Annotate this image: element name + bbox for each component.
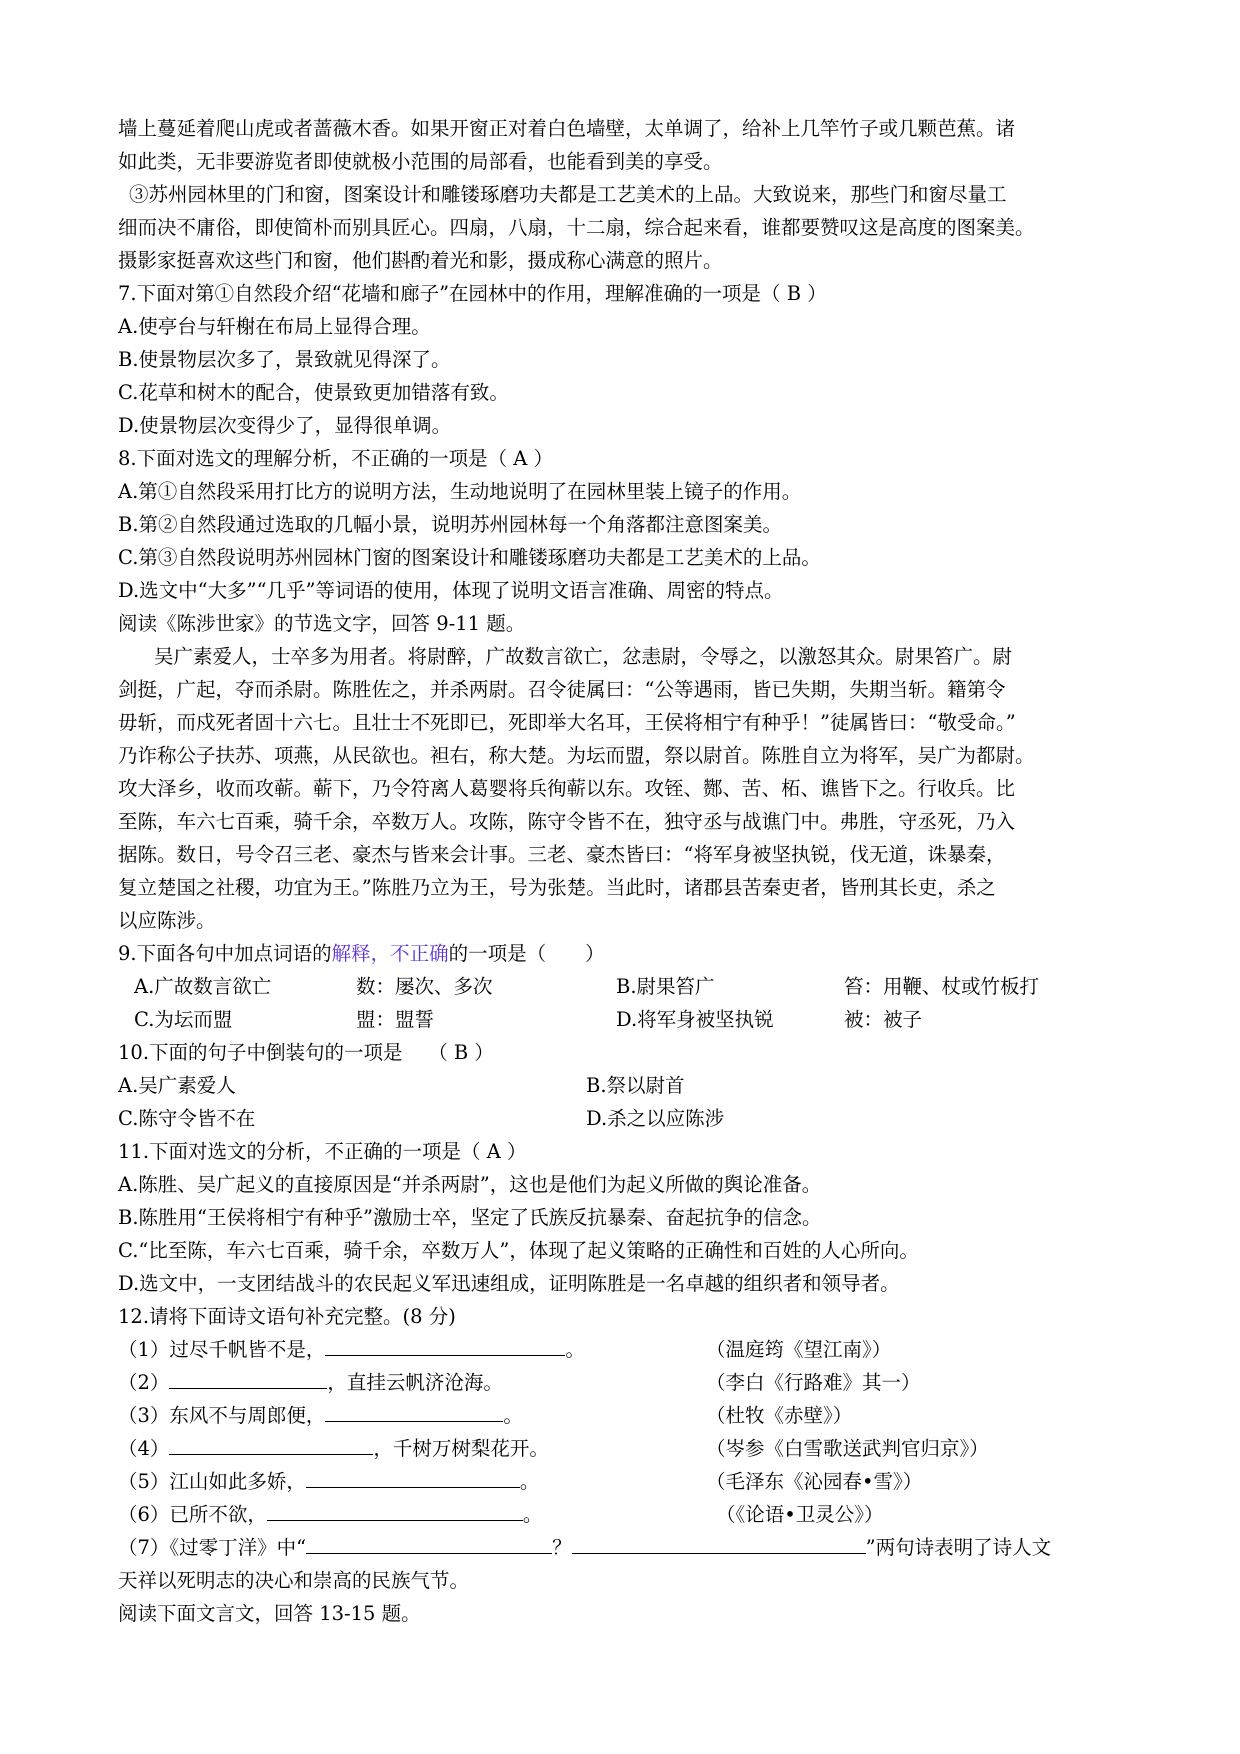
classical-text-line: 复立楚国之社稷，功宜为王。”陈胜乃立为王，号为张楚。当此时，诸郡县苦秦吏者，皆刑其长吏，杀之	[118, 876, 996, 899]
q9-stem-pre: 9.下面各句中加点词语的	[118, 942, 332, 965]
poetry-fill-item-2	[118, 1366, 1128, 1399]
question-8-option-d: D.选文中“大多”“几乎”等词语的使用，体现了说明文语言准确、周密的特点。	[118, 579, 784, 602]
poetry-fill-item-6	[118, 1498, 1128, 1531]
fill-prefix: （4）	[118, 1437, 170, 1460]
answer-blank[interactable]	[169, 1432, 373, 1455]
fill-suffix: ，直挂云帆济沧海。	[327, 1371, 503, 1394]
q9-comma: ，	[370, 942, 391, 965]
fill-suffix: 。	[522, 1503, 543, 1526]
fill-prefix: （7）《过零丁洋》中“	[118, 1536, 307, 1559]
fill-prefix: （2）	[118, 1371, 170, 1394]
question-7-option-a: A.使亭台与轩榭在布局上显得合理。	[118, 315, 431, 338]
q9-option-d-explanation: 被：被子	[844, 1008, 923, 1031]
q9-keyword-incorrect: 不正确	[390, 942, 449, 965]
question-9-stem	[118, 937, 1128, 970]
classical-text-line: 据陈。数日，号令召三老、豪杰与皆来会计事。三老、豪杰皆曰：“将军身被坚执锐，伐无道，诛暴秦，	[118, 843, 1006, 866]
classical-text-line: 乃诈称公子扶苏、项燕，从民欲也。袒右，称大楚。为坛而盟，祭以尉首。陈胜自立为将军，吴广为都尉。	[118, 744, 1035, 767]
q9-option-c: C.为坛而盟	[134, 1008, 233, 1031]
fill-suffix: ”两句诗表明了诗人文	[865, 1536, 1052, 1559]
poetry-fill-item-3	[118, 1399, 1128, 1432]
q9-option-a: A.广故数言欲亡	[134, 975, 272, 998]
poetry-fill-item-4	[118, 1432, 1128, 1465]
q9-option-b: B.尉果笞广	[616, 975, 715, 998]
poetry-fill-item-7	[118, 1531, 1128, 1564]
fill-question-mark: ？	[552, 1536, 572, 1559]
q9-option-b-explanation: 笞：用鞭、杖或竹板打	[844, 975, 1040, 998]
passage-line: 如此类，无非要游览者即使就极小范围的局部看，也能看到美的享受。	[118, 150, 723, 173]
poetry-fill-item-5	[118, 1465, 1128, 1498]
poetry-fill-item-7-continued: 天祥以死明志的决心和崇高的民族气节。	[118, 1569, 470, 1592]
classical-text-line: 毋斩，而戍死者固十六七。且壮士不死即已，死即举大名耳，王侯将相宁有种乎！”徒属皆曰：“敬受命。”	[118, 711, 1016, 734]
q10-option-a: A.吴广素爱人	[118, 1074, 236, 1097]
question-8-option-b: B.第②自然段通过选取的几幅小景，说明苏州园林每一个角落都注意图案美。	[118, 513, 783, 536]
passage-line: 摄影家挺喜欢这些门和窗，他们斟酌着光和影，摄成称心满意的照片。	[118, 249, 723, 272]
question-7-option-d: D.使景物层次变得少了，显得很单调。	[118, 414, 452, 437]
q10-option-d: D.杀之以应陈涉	[586, 1107, 725, 1130]
poetry-fill-item-1	[118, 1333, 1128, 1366]
question-9-options-row-2	[118, 1003, 1128, 1036]
classical-text-line: 剑挺，广起，夺而杀尉。陈胜佐之，并杀两尉。召令徒属曰：“公等遇雨，皆已失期，失期当斩。籍第令	[118, 678, 1006, 701]
answer-blank[interactable]	[306, 1465, 520, 1488]
fill-suffix: 。	[565, 1338, 585, 1361]
answer-blank[interactable]	[325, 1333, 565, 1356]
fill-suffix: ，千树万树梨花开。	[373, 1437, 549, 1460]
question-8-stem: 8.下面对选文的理解分析，不正确的一项是（ A ）	[118, 447, 554, 470]
question-7-option-c: C.花草和树木的配合，使景致更加错落有致。	[118, 381, 509, 404]
question-11-option-d: D.选文中，一支团结战斗的农民起义军迅速组成，证明陈胜是一名卓越的组织者和领导者。	[118, 1272, 900, 1295]
q9-option-a-explanation: 数：屡次、多次	[356, 975, 493, 998]
question-10-stem: 10.下面的句子中倒装句的一项是 （ B ）	[118, 1041, 494, 1064]
q10-option-b: B.祭以尉首	[586, 1074, 685, 1097]
q10-option-c: C.陈守令皆不在	[118, 1107, 256, 1130]
answer-blank[interactable]	[169, 1366, 327, 1389]
classical-text-line: 至陈，车六七百乘，骑千余，卒数万人。攻陈，陈守令皆不在，独守丞与战谯门中。弗胜，守丞死，乃入	[118, 810, 1016, 833]
question-8-option-a: A.第①自然段采用打比方的说明方法，生动地说明了在园林里装上镜子的作用。	[118, 480, 802, 503]
fill-suffix: 。	[519, 1470, 540, 1493]
question-11-option-a: A.陈胜、吴广起义的直接原因是“并杀两尉”，这也是他们为起义所做的舆论准备。	[118, 1173, 822, 1196]
question-11-option-b: B.陈胜用“王侯将相宁有种乎”激励士卒，坚定了氏族反抗暴秦、奋起抗争的信念。	[118, 1206, 822, 1229]
passage-paragraph-3: ③苏州园林里的门和窗，图案设计和雕镂琢磨功夫都是工艺美术的上品。大致说来，那些门和窗尽量工	[129, 183, 1007, 206]
fill-prefix: （1）过尽千帆皆不是，	[118, 1338, 326, 1361]
fill-source: （《论语•卫灵公》）	[716, 1503, 884, 1526]
classical-text-line: 以应陈涉。	[118, 909, 216, 932]
answer-blank[interactable]	[267, 1498, 523, 1521]
answer-blank[interactable]	[572, 1531, 866, 1554]
question-11-stem: 11.下面对选文的分析，不正确的一项是（ A ）	[118, 1140, 527, 1163]
question-7-option-b: B.使景物层次多了，景致就见得深了。	[118, 348, 451, 371]
fill-suffix: 。	[503, 1404, 523, 1427]
q9-option-d: D.将军身被坚执锐	[616, 1008, 774, 1031]
passage-line: 墙上蔓延着爬山虎或者蔷薇木香。如果开窗正对着白色墙壁，太单调了，给补上几竿竹子或几颗芭蕉。诸	[118, 117, 1016, 140]
fill-prefix: （6）已所不欲，	[118, 1503, 267, 1526]
question-11-option-c: C.“比至陈，车六七百乘，骑千余，卒数万人”，体现了起义策略的正确性和百姓的人心所向。	[118, 1239, 919, 1262]
q9-keyword-explanation: 解释	[331, 942, 371, 965]
reading-intro: 阅读《陈涉世家》的节选文字，回答 9-11 题。	[118, 612, 526, 635]
fill-source: （李白《行路难》其一）	[706, 1371, 921, 1394]
fill-source: （毛泽东《沁园春•雪》）	[706, 1470, 923, 1493]
exam-page	[118, 112, 1128, 1630]
question-10-options-row-1	[118, 1069, 1128, 1102]
fill-source: （岑参《白雪歌送武判官归京》）	[706, 1437, 989, 1460]
question-10-options-row-2	[118, 1102, 1128, 1135]
question-9-options-row-1	[118, 970, 1128, 1003]
classical-text-line: 攻大泽乡，收而攻蕲。蕲下，乃令符离人葛婴将兵徇蕲以东。攻铚、酂、苦、柘、谯皆下之。行收兵。比	[118, 777, 1016, 800]
next-reading-intro: 阅读下面文言文，回答 13-15 题。	[118, 1602, 421, 1625]
passage-line: 细而决不庸俗，即使简朴而别具匠心。四扇，八扇，十二扇，综合起来看，谁都要赞叹这是高度的图案美。	[118, 216, 1035, 239]
answer-blank[interactable]	[306, 1531, 552, 1554]
fill-prefix: （3）东风不与周郎便，	[118, 1404, 326, 1427]
question-8-option-c: C.第③自然段说明苏州园林门窗的图案设计和雕镂琢磨功夫都是工艺美术的上品。	[118, 546, 821, 569]
classical-text-line: 吴广素爱人，士卒多为用者。将尉醉，广故数言欲亡，忿恚尉，令辱之，以激怒其众。尉果笞广。尉	[154, 645, 1013, 668]
q9-option-c-explanation: 盟：盟誓	[356, 1008, 435, 1031]
fill-prefix: （5）江山如此多娇，	[118, 1470, 306, 1493]
question-12-stem: 12.请将下面诗文语句补充完整。(8 分)	[118, 1305, 456, 1328]
fill-source: （温庭筠《望江南》）	[706, 1338, 892, 1361]
fill-source: （杜牧《赤壁》）	[706, 1404, 853, 1427]
answer-blank[interactable]	[325, 1399, 503, 1422]
q9-stem-post: 的一项是（ ）	[448, 942, 605, 965]
question-7-stem: 7.下面对第①自然段介绍“花墙和廊子”在园林中的作用，理解准确的一项是（ B ）	[118, 282, 827, 305]
